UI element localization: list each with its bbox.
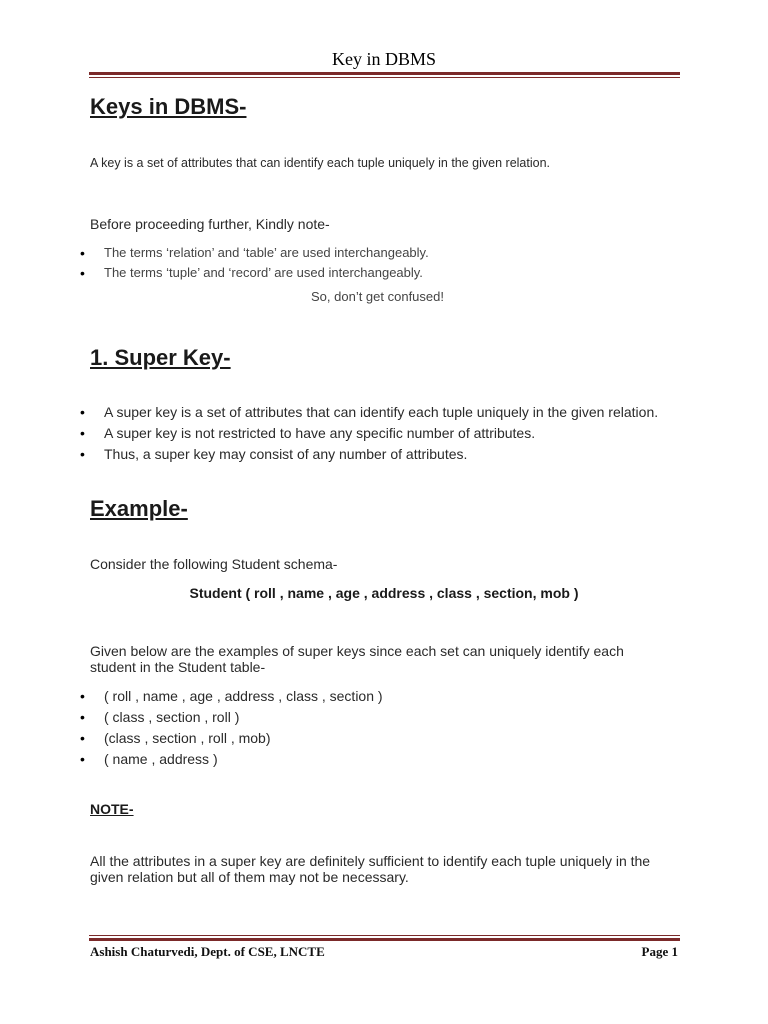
super-key-heading: 1. Super Key- (90, 345, 231, 370)
super-key-examples (80, 686, 700, 770)
list-item: • Thus, a super key may consist of any number of attributes. (80, 444, 700, 465)
footer-author: Ashish Chaturvedi, Dept. of CSE, LNCTE (90, 944, 325, 959)
reassurance-text: So, don’t get confused! (311, 289, 444, 304)
footer-rule-thin (89, 935, 680, 936)
page-header-title: Key in DBMS (331, 49, 436, 69)
bullet-icon: • (80, 245, 85, 261)
keys-heading: Keys in DBMS- (90, 94, 247, 119)
bullet-icon: • (80, 709, 85, 725)
super-key-points (80, 402, 700, 465)
list-item: • ( name , address ) (80, 749, 700, 770)
list-item: • ( roll , name , age , address , class , section ) (80, 686, 700, 707)
list-item: • A super key is a set of attributes that can identify each tuple uniquely in the given relation. (80, 402, 700, 423)
bullet-icon: • (80, 751, 85, 767)
bullet-icon: • (80, 425, 85, 441)
key-definition: A key is a set of attributes that can identify each tuple uniquely in the given relation. (90, 156, 551, 170)
footer-rule-thick (89, 938, 680, 941)
list-item: • The terms ‘relation’ and ‘table’ are used interchangeably. (80, 245, 429, 261)
bullet-icon: • (80, 446, 85, 462)
example-heading: Example- (90, 496, 188, 521)
list-item: • ( class , section , roll ) (80, 707, 700, 728)
header-rule-thick (89, 72, 680, 75)
footer-page-number: Page 1 (641, 944, 678, 959)
note-label: NOTE- (90, 801, 134, 817)
bullet-icon: • (80, 404, 85, 420)
bullet-icon: • (80, 265, 85, 281)
examples-intro: Given below are the examples of super keys since each set can uniquely identify each student in the Student table- (90, 643, 624, 675)
terms-list (80, 243, 700, 283)
list-item: • The terms ‘tuple’ and ‘record’ are used interchangeably. (80, 265, 423, 281)
header-rule-thin (89, 77, 680, 78)
list-item: • A super key is not restricted to have any specific number of attributes. (80, 423, 700, 444)
student-schema: Student ( roll , name , age , address , class , section, mob ) (189, 585, 579, 601)
list-item: • (class , section , roll , mob) (80, 728, 700, 749)
bullet-icon: • (80, 688, 85, 704)
note-text: All the attributes in a super key are definitely sufficient to identify each tuple uniquely in the given relation but all of them may not be necessary. (90, 853, 651, 885)
bullet-icon: • (80, 730, 85, 746)
note-intro: Before proceeding further, Kindly note- (90, 216, 330, 232)
example-intro: Consider the following Student schema- (90, 556, 338, 572)
